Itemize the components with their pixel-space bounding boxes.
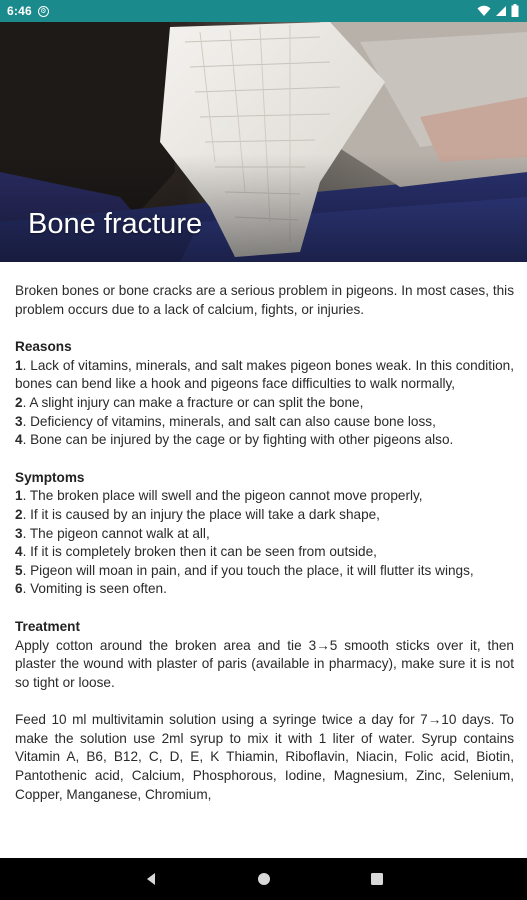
list-item: 1. Lack of vitamins, minerals, and salt makes pigeon bones weak. In this condition, bones can bend like a hook and pigeons face difficulties to walk normally, bbox=[15, 357, 514, 392]
treatment-paragraph: Feed 10 ml multivitamin solution using a syringe twice a day for 7→10 days. To make the solution use 2ml syrup to mix it with 1 liter of water. Syrup contains Vitamin A, B6, B12, C, D, E, K Thiamin, Riboflavin, Niacin, Folic acid, Biotin, Pantothenic acid, Calcium, Phosphorous, Iodine, Magnesium, Zinc, Selenium, Copper, Manganese, Chromium, bbox=[15, 712, 514, 802]
reasons-heading: Reasons bbox=[15, 339, 72, 355]
cellular-signal-icon bbox=[495, 5, 507, 17]
list-item: 5. Pigeon will moan in pain, and if you touch the place, it will flutter its wings, bbox=[15, 562, 474, 578]
settings-notification-icon: ⚙ bbox=[38, 6, 49, 17]
page-title: Bone fracture bbox=[28, 208, 203, 240]
status-time: 6:46 bbox=[7, 4, 32, 18]
hero-image bbox=[0, 22, 527, 262]
battery-icon bbox=[511, 4, 519, 17]
list-item: 3. The pigeon cannot walk at all, bbox=[15, 525, 210, 541]
list-item: 1. The broken place will swell and the pigeon cannot move properly, bbox=[15, 488, 423, 504]
article-body bbox=[15, 282, 514, 804]
list-item: 6. Vomiting is seen often. bbox=[15, 581, 167, 597]
status-bar bbox=[0, 0, 527, 22]
intro-paragraph: Broken bones or bone cracks are a serious problem in pigeons. In most cases, this problem occurs due to a lack of calcium, fights, or injuries. bbox=[15, 283, 514, 317]
list-item: 4. Bone can be injured by the cage or by fighting with other pigeons also. bbox=[15, 432, 454, 448]
list-item: 4. If it is completely broken then it can be seen from outside, bbox=[15, 544, 377, 560]
recents-icon[interactable] bbox=[369, 871, 385, 887]
navigation-bar bbox=[0, 858, 527, 900]
symptoms-heading: Symptoms bbox=[15, 469, 85, 485]
list-item: 2. If it is caused by an injury the place will take a dark shape, bbox=[15, 506, 380, 522]
back-icon[interactable] bbox=[143, 871, 159, 887]
status-icons bbox=[477, 4, 519, 17]
list-item: 3. Deficiency of vitamins, minerals, and salt can also cause bone loss, bbox=[15, 413, 436, 429]
wifi-icon bbox=[477, 5, 491, 17]
treatment-heading: Treatment bbox=[15, 618, 80, 634]
list-item: 2. A slight injury can make a fracture or can split the bone, bbox=[15, 394, 364, 410]
treatment-paragraph: Apply cotton around the broken area and tie 3→5 smooth sticks over it, then plaster the wound with plaster of paris (available in pharmacy), make sure it is not so tight or loose. bbox=[15, 637, 514, 690]
home-icon[interactable] bbox=[256, 871, 272, 887]
